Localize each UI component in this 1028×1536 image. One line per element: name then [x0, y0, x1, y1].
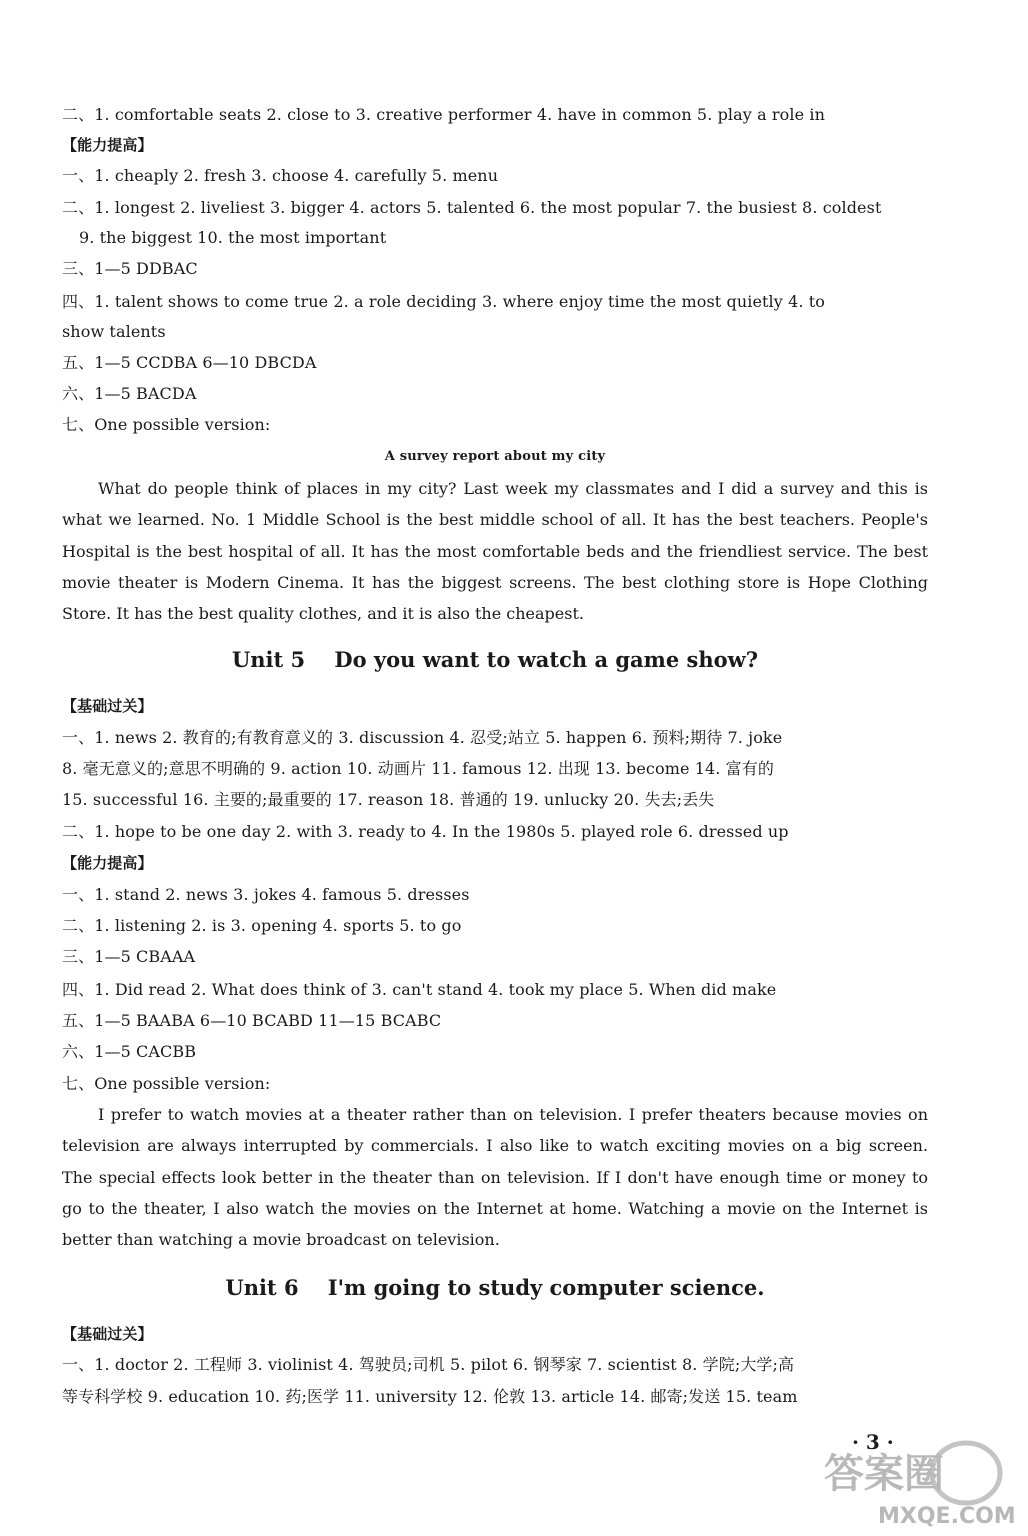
section-heading: 【基础过关】 — [62, 1325, 153, 1343]
answer-line: 五、1—5 BAABA 6—10 BCABD 11—15 BCABC — [62, 1011, 442, 1030]
answer-line: 四、1. talent shows to come true 2. a role deciding 3. where enjoy time the most quietly 4. to — [62, 292, 826, 311]
section-heading: 【能力提高】 — [62, 136, 153, 154]
answer-line: 15. successful 16. 主要的;最重要的 17. reason 18. 普通的 19. unlucky 20. 失去;丢失 — [62, 790, 715, 809]
answer-line: 六、1—5 CACBB — [62, 1042, 197, 1061]
watermark-text: 答案圈 — [824, 1451, 944, 1497]
answer-line: 三、1—5 DDBAC — [62, 259, 198, 278]
answer-line: show talents — [62, 322, 166, 341]
watermark-logo — [816, 1435, 1016, 1530]
answer-line: 三、1—5 CBAAA — [62, 947, 196, 966]
answer-line: 8. 毫无意义的;意思不明确的 9. action 10. 动画片 11. famous 12. 出现 13. become 14. 富有的 — [62, 759, 774, 778]
answer-line: 一、1. cheaply 2. fresh 3. choose 4. carefully 5. menu — [62, 166, 499, 185]
answer-line: 四、1. Did read 2. What does think of 3. can't stand 4. took my place 5. When did make — [62, 980, 777, 999]
answer-line: 9. the biggest 10. the most important — [79, 228, 387, 247]
answer-line: 六、1—5 BACDA — [62, 384, 197, 403]
answer-line: 五、1—5 CCDBA 6—10 DBCDA — [62, 353, 317, 372]
answer-line: 二、1. hope to be one day 2. with 3. ready to 4. In the 1980s 5. played role 6. dressed up — [62, 822, 789, 841]
unit-title: Unit 6 I'm going to study computer science. — [225, 1275, 765, 1300]
watermark-url: MXQE.COM — [878, 1504, 1016, 1529]
answer-line: 七、One possible version: — [62, 415, 271, 434]
answer-line: 二、1. listening 2. is 3. opening 4. sports 5. to go — [62, 916, 462, 935]
answer-line: 二、1. comfortable seats 2. close to 3. creative performer 4. have in common 5. play a role in — [62, 105, 826, 124]
section-heading: 【基础过关】 — [62, 697, 153, 715]
page-number: · 3 · — [852, 1430, 894, 1454]
answer-line: 一、1. news 2. 教育的;有教育意义的 3. discussion 4. 忍受;站立 5. happen 6. 预料;期待 7. joke — [62, 728, 783, 747]
essay-title: A survey report about my city — [384, 449, 606, 464]
answer-line: 等专科学校 9. education 10. 药;医学 11. university 12. 伦敦 13. article 14. 邮寄;发送 15. team — [62, 1387, 798, 1406]
answer-line: 一、1. stand 2. news 3. jokes 4. famous 5. dresses — [62, 885, 470, 904]
unit-title: Unit 5 Do you want to watch a game show? — [231, 647, 759, 672]
answer-line: 二、1. longest 2. liveliest 3. bigger 4. actors 5. talented 6. the most popular 7. the busiest 8. coldest — [62, 198, 882, 217]
essay-paragraph: I prefer to watch movies at a theater rather than on television. I prefer theaters because movies on television are always interrupted by commercials. I also like to watch exciting movies on a big screen. The special effects look better in the theater than on television. If I don't have enough time or money to go to the theater, I also watch the movies on the Internet at home. Watching a movie on the Internet is better than watching a movie broadcast on television. — [62, 1105, 928, 1250]
section-heading: 【能力提高】 — [62, 854, 153, 872]
answer-line: 七、One possible version: — [62, 1074, 271, 1093]
essay-paragraph: What do people think of places in my city? Last week my classmates and I did a survey and this is what we learned. No. 1 Middle School is the best middle school of all. It has the best teachers. People's Hospital is the best hospital of all. It has the most comfortable beds and the friendliest service. The best movie theater is Modern Cinema. It has the biggest screens. The best clothing store is Hope Clothing Store. It has the best quality clothes, and it is also the cheapest. — [62, 479, 928, 624]
answer-line: 一、1. doctor 2. 工程师 3. violinist 4. 驾驶员;司机 5. pilot 6. 钢琴家 7. scientist 8. 学院;大学;高 — [62, 1355, 795, 1374]
